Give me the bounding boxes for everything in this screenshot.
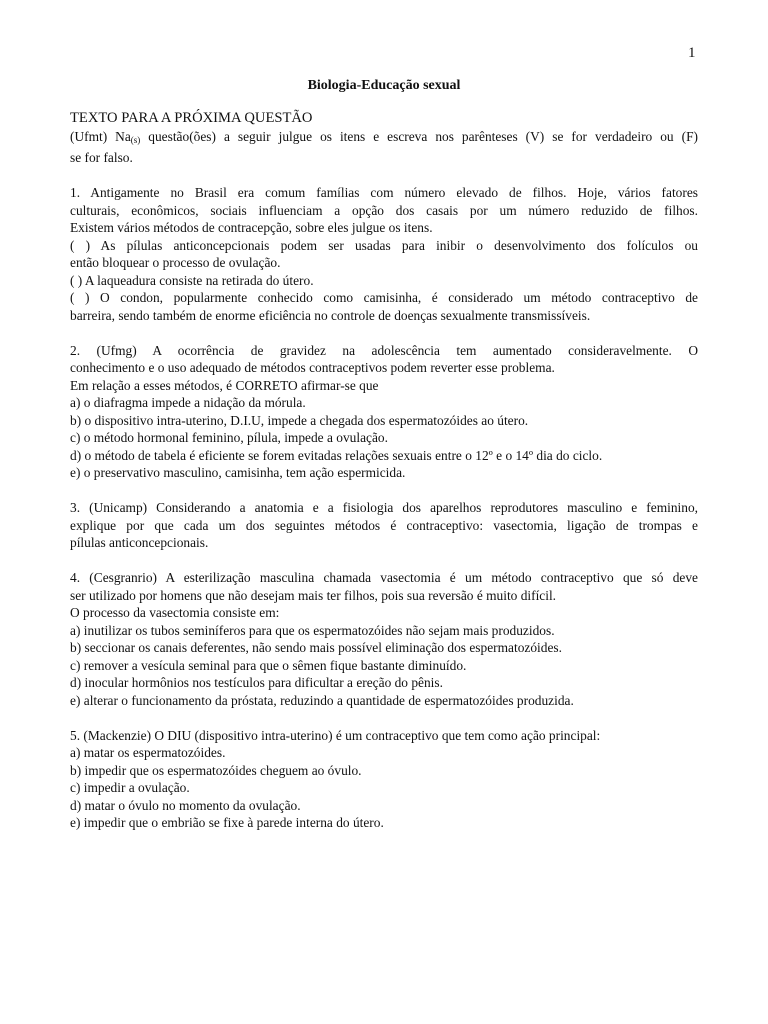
intro-section	[70, 110, 698, 167]
section-heading: TEXTO PARA A PRÓXIMA QUESTÃO	[70, 110, 313, 126]
intro-subscript: (s)	[130, 134, 141, 145]
answer-option: d) inocular hormônios nos testículos para dificultar a ereção do pênis.	[70, 675, 443, 690]
question-line: conhecimento e o uso adequado de métodos contraceptivos podem reverter esse problema.	[70, 360, 555, 375]
question-4	[70, 569, 698, 709]
document-body	[70, 110, 698, 849]
answer-option: a) o diafragma impede a nidação da mórula.	[70, 395, 306, 410]
intro-line	[70, 128, 698, 150]
question-1	[70, 184, 698, 324]
question-line: 5. (Mackenzie) O DIU (dispositivo intra-uterino) é um contraceptivo que tem como ação principal:	[70, 727, 601, 743]
question-line: culturais, econômicos, sociais influenciam a opção dos casais por um número reduzido de filhos.	[70, 202, 698, 218]
question-item: ( ) A laqueadura consiste na retirada do útero.	[70, 272, 314, 288]
intro-text-a: (Ufmt) Na	[70, 128, 131, 144]
document-title: Biologia-Educação sexual	[307, 78, 461, 93]
answer-option: a) inutilizar os tubos seminíferos para que os espermatozóides não sejam mais produzidos.	[70, 622, 555, 638]
question-item: ( ) As pílulas anticoncepcionais podem ser usadas para inibir o desenvolvimento dos folículos ou	[70, 237, 698, 253]
question-line: pílulas anticoncepcionais.	[70, 535, 209, 550]
answer-option: b) impedir que os espermatozóides cheguem ao óvulo.	[70, 762, 362, 778]
answer-option: b) seccionar os canais deferentes, não sendo mais possível eliminação dos espermatozóides.	[70, 640, 562, 655]
question-line: então bloquear o processo de ovulação.	[70, 255, 281, 270]
answer-option: c) impedir a ovulação.	[70, 780, 190, 795]
intro-text-b: questão(ões) a seguir julgue os itens e escreva nos parênteses (V) se for verdadeiro ou (F)	[140, 128, 698, 144]
answer-option: e) alterar o funcionamento da próstata, reduzindo a quantidade de espermatozóides produzida.	[70, 692, 574, 708]
answer-option: e) o preservativo masculino, camisinha, tem ação espermicida.	[70, 465, 406, 480]
question-5	[70, 727, 698, 832]
question-3	[70, 499, 698, 552]
question-line: 2. (Ufmg) A ocorrência de gravidez na adolescência tem aumentado consideravelmente. O	[70, 342, 698, 358]
question-line: O processo da vasectomia consiste em:	[70, 605, 280, 620]
question-line: barreira, sendo também de enorme eficiência no controle de doenças sexualmente transmissíveis.	[70, 307, 591, 323]
answer-option: a) matar os espermatozóides.	[70, 745, 226, 760]
page-number: 1	[688, 45, 696, 61]
answer-option: e) impedir que o embrião se fixe à parede interna do útero.	[70, 815, 384, 830]
question-line: Existem vários métodos de contracepção, sobre eles julgue os itens.	[70, 220, 433, 235]
question-line: 1. Antigamente no Brasil era comum famílias com número elevado de filhos. Hoje, vários fatores	[70, 185, 698, 200]
question-line: explique por que cada um dos seguintes métodos é contraceptivo: vasectomia, ligação de trompas e	[70, 517, 698, 533]
answer-option: c) remover a vesícula seminal para que o sêmen fique bastante diminuído.	[70, 657, 467, 673]
intro-line: se for falso.	[70, 150, 133, 165]
question-line: 3. (Unicamp) Considerando a anatomia e a fisiologia dos aparelhos reprodutores masculino e feminino,	[70, 500, 698, 515]
question-2	[70, 342, 698, 482]
question-line: Em relação a esses métodos, é CORRETO afirmar-se que	[70, 377, 379, 393]
question-line: ser utilizado por homens que não desejam mais ter filhos, pois sua reversão é muito difícil.	[70, 587, 557, 603]
question-item: ( ) O condon, popularmente conhecido como camisinha, é considerado um método contraceptivo de	[70, 290, 698, 305]
answer-option: c) o método hormonal feminino, pílula, impede a ovulação.	[70, 430, 388, 445]
answer-option: b) o dispositivo intra-uterino, D.I.U, impede a chegada dos espermatozóides ao útero.	[70, 412, 529, 428]
answer-option: d) o método de tabela é eficiente se forem evitadas relações sexuais entre o 12º e o 14º dia do ciclo.	[70, 447, 603, 463]
answer-option: d) matar o óvulo no momento da ovulação.	[70, 797, 301, 813]
question-line: 4. (Cesgranrio) A esterilização masculina chamada vasectomia é um método contraceptivo que só deve	[70, 570, 698, 585]
